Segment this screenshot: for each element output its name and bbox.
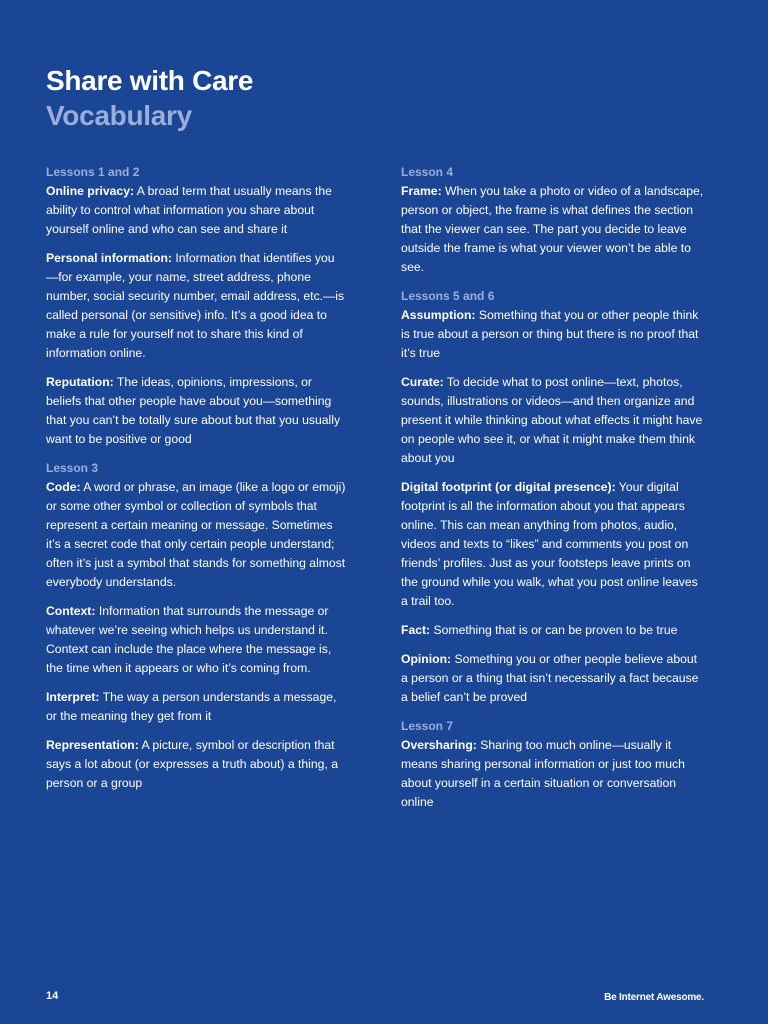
term-interpret <box>46 688 346 726</box>
lesson-heading-3: Lesson 3 <box>46 461 99 475</box>
term-definition: Sharing too much online—usually it means sharing personal information or just too much about yourself in a certain situation or conversation online <box>401 738 685 809</box>
term-definition: When you take a photo or video of a landscape, person or object, the frame is what defines the section that the viewer can see. The part you decide to leave outside the frame is what your viewer won’t be able to see. <box>401 184 704 274</box>
term-frame <box>401 182 706 277</box>
term-definition: A broad term that usually means the ability to control what information you share about yourself online and who can see and share it <box>46 184 332 236</box>
term-word: Personal information: <box>46 251 172 265</box>
page-title: Share with Care <box>46 65 254 96</box>
term-definition: The ideas, opinions, impressions, or beliefs that other people have about you—something that you can’t be totally sure about but that you usually want to be positive or good <box>46 375 341 446</box>
term-definition: A word or phrase, an image (like a logo or emoji) or some other symbol or collection of symbols that represent a certain meaning or message. Sometimes it’s a secret code that only certain people understand; often it’s just a symbol that stands for something almost everybody understands. <box>46 480 346 589</box>
right-column <box>401 163 706 822</box>
lesson-heading-4: Lesson 4 <box>401 165 454 179</box>
term-definition: The way a person understands a message, or the meaning they get from it <box>46 690 337 723</box>
term-definition: Something that is or can be proven to be true <box>430 623 678 637</box>
page-number: 14 <box>46 990 59 1002</box>
term-opinion <box>401 650 706 707</box>
term-word: Digital footprint (or digital presence): <box>401 480 616 494</box>
term-word: Opinion: <box>401 652 452 666</box>
term-word: Frame: <box>401 184 442 198</box>
term-definition: To decide what to post online—text, photos, sounds, illustrations or videos—and then organize and present it while thinking about what effects it might have on people who see it, or what it might make them think about you <box>401 375 703 465</box>
term-digital-footprint <box>401 478 706 611</box>
term-reputation <box>46 373 346 449</box>
term-assumption <box>401 306 706 363</box>
term-definition: Something that you or other people think is true about a person or thing but there is no proof that it’s true <box>401 308 699 360</box>
lesson-heading-5-6: Lessons 5 and 6 <box>401 289 495 303</box>
brand-logo-text: Be Internet Awesome. <box>604 992 704 1003</box>
term-word: Representation: <box>46 738 139 752</box>
page-subtitle: Vocabulary <box>46 100 192 131</box>
term-definition: A picture, symbol or description that says a lot about (or expresses a truth about) a thing, a person or a group <box>46 738 338 790</box>
term-word: Fact: <box>401 623 431 637</box>
term-definition: Information that surrounds the message or whatever we’re seeing which helps us understand it. Context can include the place where the message is, the time when it appears or who it’s coming from. <box>46 604 332 675</box>
term-definition: Something you or other people believe about a person or a thing that isn’t necessarily a fact because a belief can’t be proved <box>401 652 699 704</box>
lesson-heading-7: Lesson 7 <box>401 719 454 733</box>
term-fact <box>401 621 706 640</box>
left-column <box>46 163 346 803</box>
term-definition: Information that identifies you—for example, your name, street address, phone number, social security number, email address, etc.—is called personal (or sensitive) info. It’s a good idea to make a rule for yourself not to share this kind of information online. <box>46 251 345 360</box>
term-word: Context: <box>46 604 96 618</box>
term-word: Curate: <box>401 375 444 389</box>
term-online-privacy <box>46 182 346 239</box>
term-word: Interpret: <box>46 690 100 704</box>
term-word: Online privacy: <box>46 184 135 198</box>
term-personal-information <box>46 249 346 363</box>
term-context <box>46 602 346 678</box>
title-block <box>46 64 253 134</box>
term-oversharing <box>401 736 706 812</box>
term-word: Reputation: <box>46 375 114 389</box>
term-word: Code: <box>46 480 81 494</box>
term-word: Assumption: <box>401 308 476 322</box>
term-word: Oversharing: <box>401 738 477 752</box>
term-curate <box>401 373 706 468</box>
term-representation <box>46 736 346 793</box>
term-code <box>46 478 346 592</box>
lesson-heading-1-2: Lessons 1 and 2 <box>46 165 140 179</box>
term-definition: Your digital footprint is all the information about you that appears online. This can mean anything from photos, audio, videos and texts to “likes” and comments you post on friends’ profiles. Just as your footsteps leave prints on the ground while you walk, what you post online leaves a trail too. <box>401 480 698 608</box>
